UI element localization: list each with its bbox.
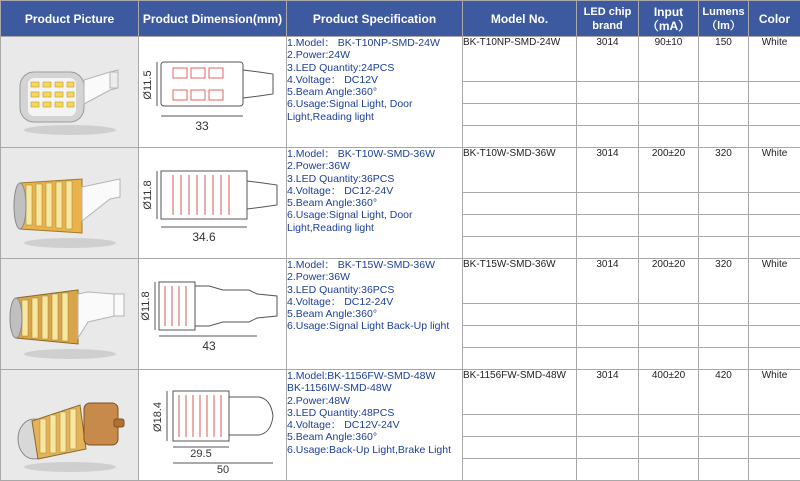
- color-2: White: [749, 148, 800, 193]
- led-chip-1: 3014: [577, 37, 639, 82]
- product-picture-cell-2: [1, 148, 139, 259]
- led-chip-4: 3014: [577, 370, 639, 415]
- spec-line: 2.Power:36W: [287, 160, 462, 172]
- spec-line: 1.Model： BK-T10NP-SMD-24W: [287, 37, 462, 49]
- input-2: 200±20: [639, 148, 699, 193]
- header-led-chip-line2: brand: [592, 20, 623, 32]
- spec-line: 6.Usage:Signal Light, Door Light,Reading light: [287, 98, 462, 123]
- product-row-4: [1, 370, 800, 415]
- 1156-48w-dimension-drawing: [139, 375, 285, 475]
- spec-line: 2.Power:48W: [287, 395, 462, 407]
- t10-36w-bulb-image: [6, 153, 134, 253]
- model-no-4: BK-1156FW-SMD-48W: [463, 370, 577, 415]
- spec-line: 4.Voltage： DC12V-24V: [287, 419, 462, 431]
- lumens-4: 420: [699, 370, 749, 415]
- spec-line: 2.Power:36W: [287, 271, 462, 283]
- led-chip-2: 3014: [577, 148, 639, 193]
- input-1: 90±10: [639, 37, 699, 82]
- lumens-3: 320: [699, 259, 749, 304]
- input-4: 400±20: [639, 370, 699, 415]
- product-spec-cell-2: [287, 148, 463, 259]
- dimension-length-3: 43: [202, 339, 216, 353]
- product-picture-cell-4: [1, 370, 139, 481]
- t15-36w-dimension-drawing: [139, 264, 285, 364]
- product-picture-cell-3: [1, 259, 139, 370]
- product-dimension-cell-3: [139, 259, 287, 370]
- header-product-picture: Product Picture: [1, 1, 139, 37]
- model-no-2: BK-T10W-SMD-36W: [463, 148, 577, 193]
- dimension-length-1: 33: [195, 119, 209, 133]
- lumens-2: 320: [699, 148, 749, 193]
- t15-36w-bulb-image: [6, 264, 134, 364]
- dimension-diameter-2: Ø11.8: [142, 180, 154, 209]
- spec-line: 5.Beam Angle:360°: [287, 197, 462, 209]
- spec-line: 6.Usage:Signal Light Back-Up light: [287, 320, 462, 332]
- 1156-48w-bulb-image: [6, 375, 134, 475]
- header-product-specification: Product Specification: [287, 1, 463, 37]
- t10-24w-bulb-image: [6, 42, 134, 142]
- spec-line: 1.Model： BK-T15W-SMD-36W: [287, 259, 462, 271]
- model-no-1: BK-T10NP-SMD-24W: [463, 37, 577, 82]
- dimension-diameter-4: Ø18.4: [152, 402, 164, 432]
- product-spec-cell-1: [287, 37, 463, 148]
- spec-line: 5.Beam Angle:360°: [287, 431, 462, 443]
- spec-line: 1.Model： BK-T10W-SMD-36W: [287, 148, 462, 160]
- model-no-3: BK-T15W-SMD-36W: [463, 259, 577, 304]
- spec-line: 3.LED Quantity:36PCS: [287, 284, 462, 296]
- spec-line: 2.Power:24W: [287, 49, 462, 61]
- spec-line: 4.Voltage： DC12V: [287, 74, 462, 86]
- t10-36w-dimension-drawing: [139, 153, 285, 253]
- header-model-no: Model No.: [463, 1, 577, 37]
- product-row-1: [1, 37, 800, 82]
- header-input: [639, 1, 699, 37]
- spec-line: 5.Beam Angle:360°: [287, 308, 462, 320]
- spec-line: 3.LED Quantity:24PCS: [287, 62, 462, 74]
- input-3: 200±20: [639, 259, 699, 304]
- product-dimension-cell-4: [139, 370, 287, 481]
- header-product-dimension: Product Dimension(mm): [139, 1, 287, 37]
- spec-line: 6.Usage:Signal Light, Door Light,Reading light: [287, 209, 462, 234]
- product-picture-cell-1: [1, 37, 139, 148]
- color-1: White: [749, 37, 800, 82]
- color-3: White: [749, 259, 800, 304]
- product-dimension-cell-2: [139, 148, 287, 259]
- dimension-length-4: 50: [217, 464, 229, 475]
- dimension-length-2: 34.6: [192, 230, 216, 244]
- header-led-chip-brand: [577, 1, 639, 37]
- dimension-inner-length-4: 29.5: [190, 448, 211, 460]
- spec-line: 4.Voltage： DC12-24V: [287, 296, 462, 308]
- spec-line: 1.Model:BK-1156FW-SMD-48W: [287, 370, 462, 382]
- t10-24w-dimension-drawing: [139, 42, 285, 142]
- header-lumens-line1: Lumens: [702, 6, 744, 18]
- header-input-line1: Input: [654, 5, 683, 19]
- dimension-diameter-1: Ø11.5: [142, 70, 154, 99]
- header-lumens: [699, 1, 749, 37]
- header-lumens-line2: （lm）: [706, 20, 741, 32]
- product-row-3: [1, 259, 800, 304]
- lumens-1: 150: [699, 37, 749, 82]
- dimension-diameter-3: Ø11.8: [140, 291, 152, 320]
- color-4: White: [749, 370, 800, 415]
- spec-line: 5.Beam Angle:360°: [287, 86, 462, 98]
- header-input-line2: （mA）: [647, 19, 690, 33]
- led-chip-3: 3014: [577, 259, 639, 304]
- product-spec-cell-3: [287, 259, 463, 370]
- product-dimension-cell-1: [139, 37, 287, 148]
- product-row-2: [1, 148, 800, 193]
- spec-line: 3.LED Quantity:48PCS: [287, 407, 462, 419]
- product-spec-cell-4: [287, 370, 463, 481]
- spec-line: 6.Usage:Back-Up Light,Brake Light: [287, 444, 462, 456]
- spec-line: 4.Voltage： DC12-24V: [287, 185, 462, 197]
- header-color: Color: [749, 1, 800, 37]
- spec-line: BK-1156IW-SMD-48W: [287, 382, 462, 394]
- spec-line: 3.LED Quantity:36PCS: [287, 173, 462, 185]
- header-row: [1, 1, 800, 37]
- header-led-chip-line1: LED chip: [584, 6, 632, 18]
